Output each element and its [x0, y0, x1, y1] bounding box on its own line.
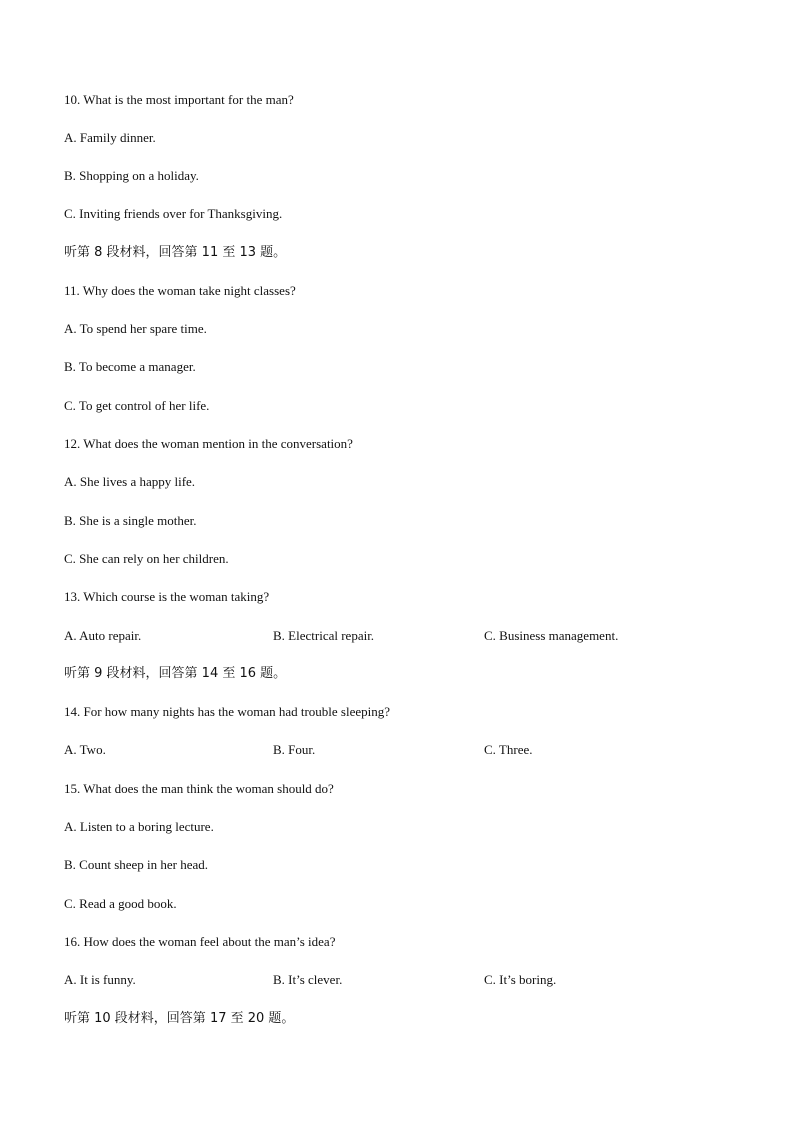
q10-option-a: A. Family dinner. — [64, 130, 156, 145]
q14-options — [64, 742, 704, 758]
q13-option-a: A. Auto repair. — [64, 628, 142, 643]
q16-options — [64, 972, 704, 988]
q12-option-b: B. She is a single mother. — [64, 513, 197, 528]
q14-option-a: A. Two. — [64, 742, 106, 757]
q16-option-b: B. It’s clever. — [273, 972, 343, 987]
q16-option-a: A. It is funny. — [64, 972, 136, 987]
question-10: 10. What is the most important for the man? — [64, 92, 294, 107]
q15-option-b: B. Count sheep in her head. — [64, 857, 209, 872]
q14-option-c: C. Three. — [484, 742, 533, 757]
question-11: 11. Why does the woman take night classes? — [64, 283, 296, 298]
q13-option-c: C. Business management. — [484, 628, 619, 643]
question-16: 16. How does the woman feel about the man’s idea? — [64, 934, 336, 949]
q11-option-c: C. To get control of her life. — [64, 398, 210, 413]
q12-option-a: A. She lives a happy life. — [64, 474, 196, 489]
q15-option-a: A. Listen to a boring lecture. — [64, 819, 214, 834]
q13-option-b: B. Electrical repair. — [273, 628, 375, 643]
section-10-instruction: 听第 10 段材料，回答第 17 至 20 题。 — [64, 1011, 295, 1026]
q14-option-b: B. Four. — [273, 742, 316, 757]
q16-option-c: C. It’s boring. — [484, 972, 557, 987]
section-8-instruction: 听第 8 段材料，回答第 11 至 13 题。 — [64, 245, 287, 260]
q11-option-b: B. To become a manager. — [64, 359, 196, 374]
section-9-instruction: 听第 9 段材料，回答第 14 至 16 题。 — [64, 666, 287, 681]
q12-option-c: C. She can rely on her children. — [64, 551, 229, 566]
q11-option-a: A. To spend her spare time. — [64, 321, 207, 336]
q13-options — [64, 628, 704, 644]
question-13: 13. Which course is the woman taking? — [64, 589, 270, 604]
q10-option-b: B. Shopping on a holiday. — [64, 168, 199, 183]
q10-option-c: C. Inviting friends over for Thanksgiving. — [64, 206, 283, 221]
question-15: 15. What does the man think the woman should do? — [64, 781, 334, 796]
question-14: 14. For how many nights has the woman had trouble sleeping? — [64, 704, 391, 719]
q15-option-c: C. Read a good book. — [64, 896, 177, 911]
question-12: 12. What does the woman mention in the conversation? — [64, 436, 353, 451]
